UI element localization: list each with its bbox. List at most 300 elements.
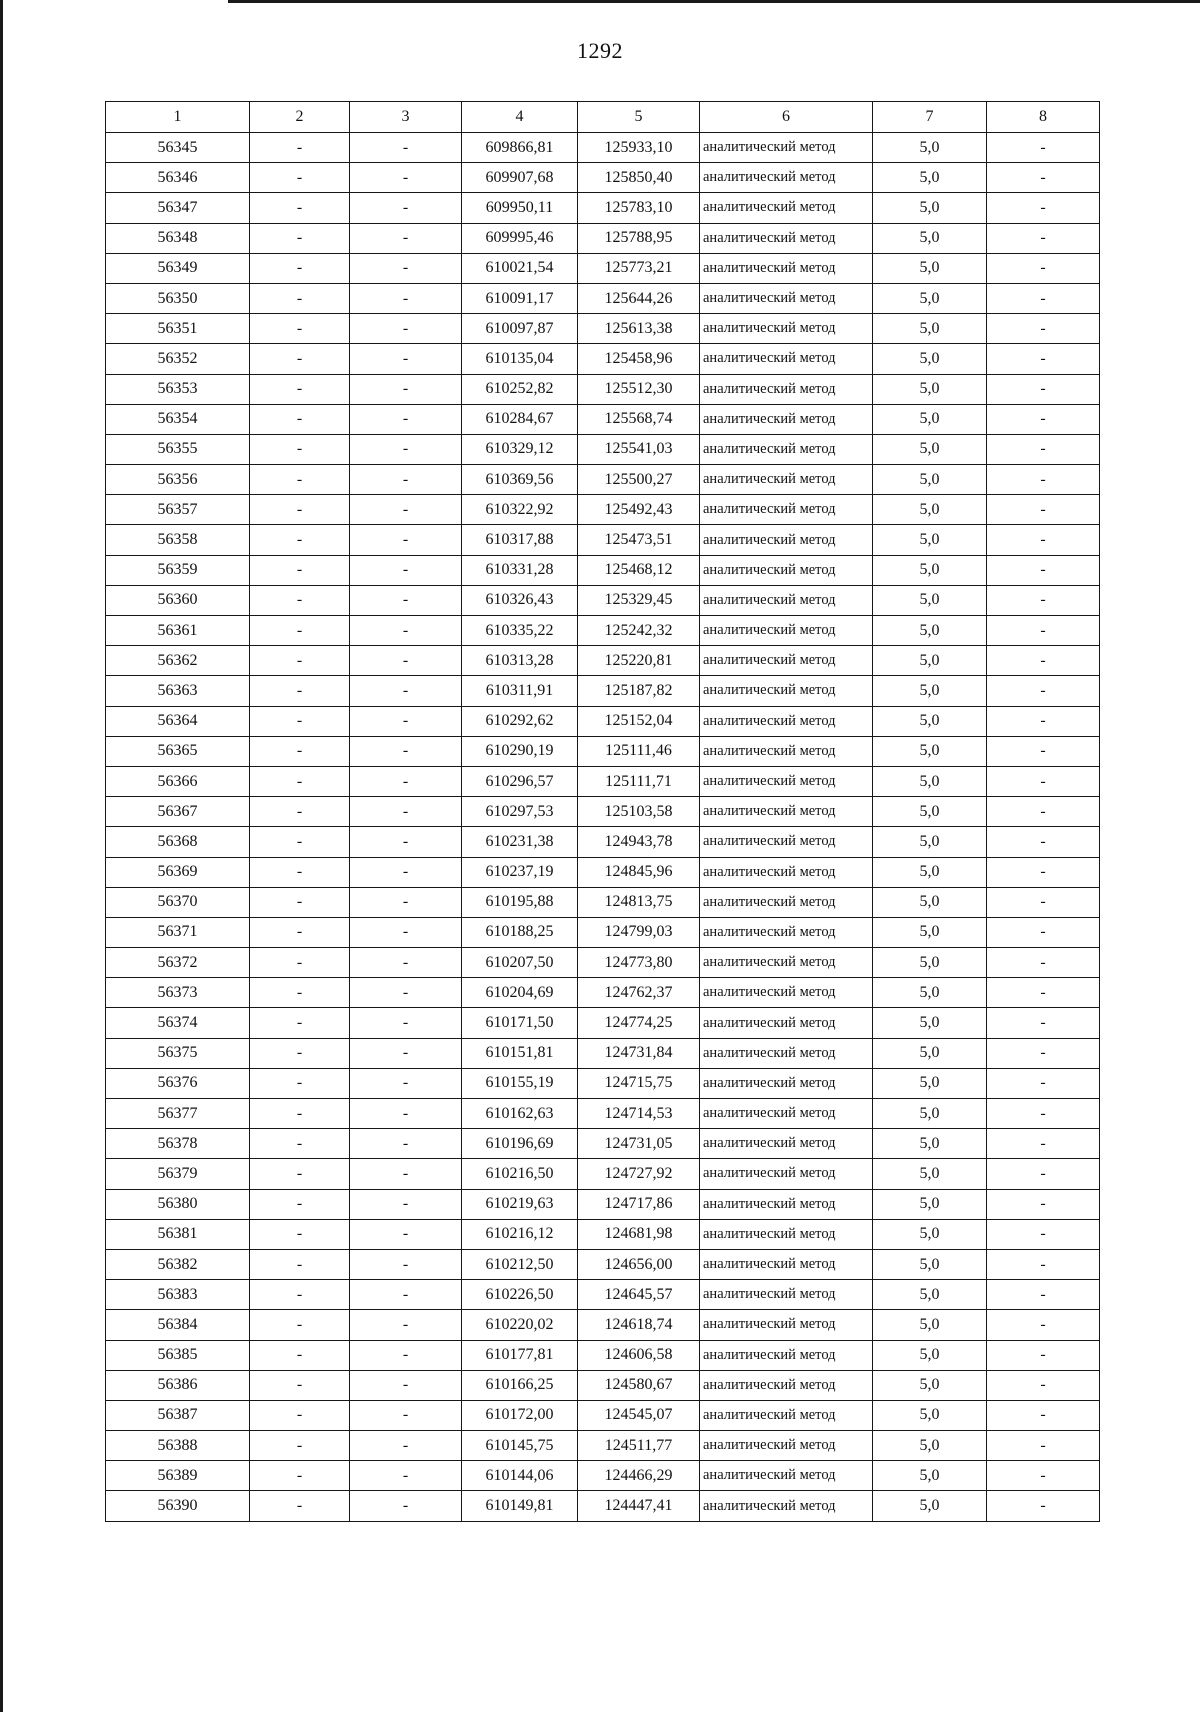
accuracy-cell: 5,0 <box>873 163 987 193</box>
header-col-4: 4 <box>462 102 578 133</box>
y-coordinate-cell: 125933,10 <box>578 133 700 163</box>
table-row <box>106 344 1100 374</box>
col-8-value-cell: - <box>987 1189 1100 1219</box>
table-row <box>106 1038 1100 1068</box>
x-coordinate-cell: 610296,57 <box>462 766 578 796</box>
method-cell: аналитический метод <box>700 1249 873 1279</box>
point-number-cell: 56381 <box>106 1219 250 1249</box>
table-row <box>106 646 1100 676</box>
col-8-value-cell: - <box>987 797 1100 827</box>
col-3-value-cell: - <box>350 1159 462 1189</box>
accuracy-cell: 5,0 <box>873 1491 987 1521</box>
table-row <box>106 766 1100 796</box>
col-3-value-cell: - <box>350 133 462 163</box>
table-row <box>106 1400 1100 1430</box>
accuracy-cell: 5,0 <box>873 344 987 374</box>
col-2-value-cell: - <box>250 374 350 404</box>
y-coordinate-cell: 125103,58 <box>578 797 700 827</box>
col-2-value-cell: - <box>250 1461 350 1491</box>
accuracy-cell: 5,0 <box>873 465 987 495</box>
accuracy-cell: 5,0 <box>873 857 987 887</box>
accuracy-cell: 5,0 <box>873 1461 987 1491</box>
col-3-value-cell: - <box>350 253 462 283</box>
col-2-value-cell: - <box>250 344 350 374</box>
x-coordinate-cell: 610091,17 <box>462 283 578 313</box>
point-number-cell: 56379 <box>106 1159 250 1189</box>
col-2-value-cell: - <box>250 465 350 495</box>
col-8-value-cell: - <box>987 1340 1100 1370</box>
point-number-cell: 56390 <box>106 1491 250 1521</box>
col-3-value-cell: - <box>350 857 462 887</box>
accuracy-cell: 5,0 <box>873 978 987 1008</box>
accuracy-cell: 5,0 <box>873 314 987 344</box>
col-2-value-cell: - <box>250 193 350 223</box>
accuracy-cell: 5,0 <box>873 1310 987 1340</box>
header-col-7: 7 <box>873 102 987 133</box>
point-number-cell: 56359 <box>106 555 250 585</box>
accuracy-cell: 5,0 <box>873 253 987 283</box>
point-number-cell: 56366 <box>106 766 250 796</box>
y-coordinate-cell: 125492,43 <box>578 495 700 525</box>
table-row <box>106 1129 1100 1159</box>
method-cell: аналитический метод <box>700 223 873 253</box>
y-coordinate-cell: 125242,32 <box>578 616 700 646</box>
y-coordinate-cell: 124656,00 <box>578 1249 700 1279</box>
x-coordinate-cell: 610216,50 <box>462 1159 578 1189</box>
point-number-cell: 56362 <box>106 646 250 676</box>
col-3-value-cell: - <box>350 706 462 736</box>
col-8-value-cell: - <box>987 555 1100 585</box>
accuracy-cell: 5,0 <box>873 525 987 555</box>
accuracy-cell: 5,0 <box>873 766 987 796</box>
y-coordinate-cell: 125783,10 <box>578 193 700 223</box>
method-cell: аналитический метод <box>700 857 873 887</box>
x-coordinate-cell: 610297,53 <box>462 797 578 827</box>
col-3-value-cell: - <box>350 434 462 464</box>
header-col-3: 3 <box>350 102 462 133</box>
point-number-cell: 56354 <box>106 404 250 434</box>
table-row <box>106 736 1100 766</box>
col-8-value-cell: - <box>987 827 1100 857</box>
point-number-cell: 56372 <box>106 948 250 978</box>
point-number-cell: 56365 <box>106 736 250 766</box>
col-3-value-cell: - <box>350 1129 462 1159</box>
method-cell: аналитический метод <box>700 1159 873 1189</box>
accuracy-cell: 5,0 <box>873 1370 987 1400</box>
x-coordinate-cell: 610171,50 <box>462 1008 578 1038</box>
accuracy-cell: 5,0 <box>873 736 987 766</box>
y-coordinate-cell: 124447,41 <box>578 1491 700 1521</box>
col-2-value-cell: - <box>250 253 350 283</box>
col-8-value-cell: - <box>987 1310 1100 1340</box>
accuracy-cell: 5,0 <box>873 555 987 585</box>
col-2-value-cell: - <box>250 495 350 525</box>
method-cell: аналитический метод <box>700 1280 873 1310</box>
point-number-cell: 56388 <box>106 1431 250 1461</box>
accuracy-cell: 5,0 <box>873 133 987 163</box>
col-8-value-cell: - <box>987 616 1100 646</box>
col-3-value-cell: - <box>350 314 462 344</box>
accuracy-cell: 5,0 <box>873 1008 987 1038</box>
col-8-value-cell: - <box>987 887 1100 917</box>
col-3-value-cell: - <box>350 1400 462 1430</box>
x-coordinate-cell: 610155,19 <box>462 1068 578 1098</box>
method-cell: аналитический метод <box>700 1431 873 1461</box>
method-cell: аналитический метод <box>700 978 873 1008</box>
x-coordinate-cell: 609995,46 <box>462 223 578 253</box>
accuracy-cell: 5,0 <box>873 1068 987 1098</box>
page-number: 1292 <box>577 38 623 63</box>
col-8-value-cell: - <box>987 646 1100 676</box>
point-number-cell: 56389 <box>106 1461 250 1491</box>
y-coordinate-cell: 125850,40 <box>578 163 700 193</box>
accuracy-cell: 5,0 <box>873 797 987 827</box>
accuracy-cell: 5,0 <box>873 706 987 736</box>
col-8-value-cell: - <box>987 223 1100 253</box>
y-coordinate-cell: 124773,80 <box>578 948 700 978</box>
table-body <box>106 133 1100 1522</box>
accuracy-cell: 5,0 <box>873 917 987 947</box>
point-number-cell: 56376 <box>106 1068 250 1098</box>
table-row <box>106 133 1100 163</box>
x-coordinate-cell: 610292,62 <box>462 706 578 736</box>
col-8-value-cell: - <box>987 253 1100 283</box>
method-cell: аналитический метод <box>700 1461 873 1491</box>
scan-edge-left <box>0 0 3 1712</box>
point-number-cell: 56385 <box>106 1340 250 1370</box>
y-coordinate-cell: 124727,92 <box>578 1159 700 1189</box>
col-2-value-cell: - <box>250 887 350 917</box>
x-coordinate-cell: 610188,25 <box>462 917 578 947</box>
col-2-value-cell: - <box>250 948 350 978</box>
col-8-value-cell: - <box>987 404 1100 434</box>
method-cell: аналитический метод <box>700 193 873 223</box>
y-coordinate-cell: 124731,84 <box>578 1038 700 1068</box>
table-row <box>106 525 1100 555</box>
y-coordinate-cell: 124715,75 <box>578 1068 700 1098</box>
col-8-value-cell: - <box>987 1129 1100 1159</box>
col-3-value-cell: - <box>350 585 462 615</box>
point-number-cell: 56377 <box>106 1099 250 1129</box>
y-coordinate-cell: 125541,03 <box>578 434 700 464</box>
point-number-cell: 56367 <box>106 797 250 827</box>
method-cell: аналитический метод <box>700 706 873 736</box>
table-row <box>106 1008 1100 1038</box>
col-8-value-cell: - <box>987 1370 1100 1400</box>
accuracy-cell: 5,0 <box>873 434 987 464</box>
x-coordinate-cell: 610172,00 <box>462 1400 578 1430</box>
x-coordinate-cell: 610335,22 <box>462 616 578 646</box>
header-col-6: 6 <box>700 102 873 133</box>
point-number-cell: 56371 <box>106 917 250 947</box>
col-3-value-cell: - <box>350 917 462 947</box>
accuracy-cell: 5,0 <box>873 948 987 978</box>
y-coordinate-cell: 125329,45 <box>578 585 700 615</box>
table-row <box>106 827 1100 857</box>
point-number-cell: 56380 <box>106 1189 250 1219</box>
table-row <box>106 404 1100 434</box>
accuracy-cell: 5,0 <box>873 585 987 615</box>
col-3-value-cell: - <box>350 646 462 676</box>
col-3-value-cell: - <box>350 163 462 193</box>
y-coordinate-cell: 124466,29 <box>578 1461 700 1491</box>
col-8-value-cell: - <box>987 1068 1100 1098</box>
col-2-value-cell: - <box>250 1219 350 1249</box>
col-8-value-cell: - <box>987 1219 1100 1249</box>
y-coordinate-cell: 124845,96 <box>578 857 700 887</box>
table-row <box>106 1310 1100 1340</box>
header-col-1: 1 <box>106 102 250 133</box>
point-number-cell: 56363 <box>106 676 250 706</box>
table-row <box>106 374 1100 404</box>
y-coordinate-cell: 124645,57 <box>578 1280 700 1310</box>
col-8-value-cell: - <box>987 676 1100 706</box>
col-3-value-cell: - <box>350 978 462 1008</box>
accuracy-cell: 5,0 <box>873 1249 987 1279</box>
method-cell: аналитический метод <box>700 827 873 857</box>
col-2-value-cell: - <box>250 1099 350 1129</box>
y-coordinate-cell: 125644,26 <box>578 283 700 313</box>
col-2-value-cell: - <box>250 223 350 253</box>
method-cell: аналитический метод <box>700 374 873 404</box>
col-2-value-cell: - <box>250 1249 350 1279</box>
col-8-value-cell: - <box>987 133 1100 163</box>
table-row <box>106 223 1100 253</box>
col-8-value-cell: - <box>987 978 1100 1008</box>
y-coordinate-cell: 125111,46 <box>578 736 700 766</box>
x-coordinate-cell: 610290,19 <box>462 736 578 766</box>
point-number-cell: 56355 <box>106 434 250 464</box>
x-coordinate-cell: 610204,69 <box>462 978 578 1008</box>
table-row <box>106 978 1100 1008</box>
x-coordinate-cell: 610322,92 <box>462 495 578 525</box>
table-row <box>106 283 1100 313</box>
accuracy-cell: 5,0 <box>873 827 987 857</box>
point-number-cell: 56361 <box>106 616 250 646</box>
point-number-cell: 56373 <box>106 978 250 1008</box>
col-2-value-cell: - <box>250 736 350 766</box>
col-3-value-cell: - <box>350 1461 462 1491</box>
method-cell: аналитический метод <box>700 1370 873 1400</box>
point-number-cell: 56347 <box>106 193 250 223</box>
point-number-cell: 56346 <box>106 163 250 193</box>
method-cell: аналитический метод <box>700 1129 873 1159</box>
method-cell: аналитический метод <box>700 434 873 464</box>
point-number-cell: 56383 <box>106 1280 250 1310</box>
y-coordinate-cell: 124580,67 <box>578 1370 700 1400</box>
x-coordinate-cell: 610144,06 <box>462 1461 578 1491</box>
col-3-value-cell: - <box>350 948 462 978</box>
method-cell: аналитический метод <box>700 253 873 283</box>
col-2-value-cell: - <box>250 283 350 313</box>
col-8-value-cell: - <box>987 1461 1100 1491</box>
y-coordinate-cell: 125458,96 <box>578 344 700 374</box>
accuracy-cell: 5,0 <box>873 676 987 706</box>
table-row <box>106 1340 1100 1370</box>
col-2-value-cell: - <box>250 917 350 947</box>
point-number-cell: 56360 <box>106 585 250 615</box>
method-cell: аналитический метод <box>700 1219 873 1249</box>
col-2-value-cell: - <box>250 706 350 736</box>
point-number-cell: 56386 <box>106 1370 250 1400</box>
col-8-value-cell: - <box>987 1491 1100 1521</box>
col-2-value-cell: - <box>250 1038 350 1068</box>
method-cell: аналитический метод <box>700 465 873 495</box>
x-coordinate-cell: 610162,63 <box>462 1099 578 1129</box>
table-row <box>106 797 1100 827</box>
col-2-value-cell: - <box>250 555 350 585</box>
accuracy-cell: 5,0 <box>873 223 987 253</box>
col-2-value-cell: - <box>250 1340 350 1370</box>
col-8-value-cell: - <box>987 193 1100 223</box>
col-3-value-cell: - <box>350 555 462 585</box>
col-3-value-cell: - <box>350 1370 462 1400</box>
table-row <box>106 1189 1100 1219</box>
x-coordinate-cell: 610207,50 <box>462 948 578 978</box>
col-2-value-cell: - <box>250 827 350 857</box>
y-coordinate-cell: 124813,75 <box>578 887 700 917</box>
header-col-2: 2 <box>250 102 350 133</box>
method-cell: аналитический метод <box>700 646 873 676</box>
col-8-value-cell: - <box>987 465 1100 495</box>
point-number-cell: 56369 <box>106 857 250 887</box>
x-coordinate-cell: 610252,82 <box>462 374 578 404</box>
y-coordinate-cell: 125187,82 <box>578 676 700 706</box>
col-2-value-cell: - <box>250 525 350 555</box>
col-8-value-cell: - <box>987 1400 1100 1430</box>
x-coordinate-cell: 610097,87 <box>462 314 578 344</box>
col-8-value-cell: - <box>987 434 1100 464</box>
y-coordinate-cell: 125512,30 <box>578 374 700 404</box>
method-cell: аналитический метод <box>700 1068 873 1098</box>
accuracy-cell: 5,0 <box>873 1219 987 1249</box>
col-2-value-cell: - <box>250 1491 350 1521</box>
col-3-value-cell: - <box>350 827 462 857</box>
col-2-value-cell: - <box>250 1008 350 1038</box>
method-cell: аналитический метод <box>700 1008 873 1038</box>
method-cell: аналитический метод <box>700 766 873 796</box>
x-coordinate-cell: 610145,75 <box>462 1431 578 1461</box>
x-coordinate-cell: 610237,19 <box>462 857 578 887</box>
col-3-value-cell: - <box>350 887 462 917</box>
y-coordinate-cell: 125568,74 <box>578 404 700 434</box>
method-cell: аналитический метод <box>700 676 873 706</box>
table-row <box>106 1099 1100 1129</box>
col-2-value-cell: - <box>250 1129 350 1159</box>
col-8-value-cell: - <box>987 1249 1100 1279</box>
coordinates-table <box>105 101 1100 1522</box>
method-cell: аналитический метод <box>700 1340 873 1370</box>
point-number-cell: 56357 <box>106 495 250 525</box>
col-3-value-cell: - <box>350 1189 462 1219</box>
point-number-cell: 56378 <box>106 1129 250 1159</box>
x-coordinate-cell: 610149,81 <box>462 1491 578 1521</box>
col-2-value-cell: - <box>250 163 350 193</box>
y-coordinate-cell: 124762,37 <box>578 978 700 1008</box>
y-coordinate-cell: 125473,51 <box>578 525 700 555</box>
x-coordinate-cell: 610331,28 <box>462 555 578 585</box>
table-row <box>106 1370 1100 1400</box>
col-2-value-cell: - <box>250 1159 350 1189</box>
table-row <box>106 676 1100 706</box>
scan-edge-top <box>228 0 1200 3</box>
y-coordinate-cell: 125220,81 <box>578 646 700 676</box>
table-row <box>106 314 1100 344</box>
method-cell: аналитический метод <box>700 495 873 525</box>
col-2-value-cell: - <box>250 1068 350 1098</box>
col-8-value-cell: - <box>987 706 1100 736</box>
table-row <box>106 616 1100 646</box>
x-coordinate-cell: 610220,02 <box>462 1310 578 1340</box>
col-2-value-cell: - <box>250 1400 350 1430</box>
col-3-value-cell: - <box>350 1068 462 1098</box>
col-8-value-cell: - <box>987 314 1100 344</box>
point-number-cell: 56358 <box>106 525 250 555</box>
method-cell: аналитический метод <box>700 404 873 434</box>
col-2-value-cell: - <box>250 434 350 464</box>
table-row <box>106 434 1100 464</box>
y-coordinate-cell: 124545,07 <box>578 1400 700 1430</box>
col-3-value-cell: - <box>350 1431 462 1461</box>
col-3-value-cell: - <box>350 766 462 796</box>
x-coordinate-cell: 610216,12 <box>462 1219 578 1249</box>
accuracy-cell: 5,0 <box>873 1159 987 1189</box>
x-coordinate-cell: 609907,68 <box>462 163 578 193</box>
header-col-5: 5 <box>578 102 700 133</box>
accuracy-cell: 5,0 <box>873 1400 987 1430</box>
method-cell: аналитический метод <box>700 314 873 344</box>
point-number-cell: 56351 <box>106 314 250 344</box>
y-coordinate-cell: 124606,58 <box>578 1340 700 1370</box>
col-8-value-cell: - <box>987 1038 1100 1068</box>
accuracy-cell: 5,0 <box>873 616 987 646</box>
point-number-cell: 56364 <box>106 706 250 736</box>
point-number-cell: 56375 <box>106 1038 250 1068</box>
accuracy-cell: 5,0 <box>873 495 987 525</box>
table-row <box>106 917 1100 947</box>
col-8-value-cell: - <box>987 948 1100 978</box>
accuracy-cell: 5,0 <box>873 1340 987 1370</box>
col-3-value-cell: - <box>350 797 462 827</box>
method-cell: аналитический метод <box>700 736 873 766</box>
y-coordinate-cell: 124731,05 <box>578 1129 700 1159</box>
col-8-value-cell: - <box>987 585 1100 615</box>
col-8-value-cell: - <box>987 1159 1100 1189</box>
x-coordinate-cell: 609866,81 <box>462 133 578 163</box>
col-8-value-cell: - <box>987 1431 1100 1461</box>
y-coordinate-cell: 124774,25 <box>578 1008 700 1038</box>
table-row <box>106 1491 1100 1521</box>
x-coordinate-cell: 610196,69 <box>462 1129 578 1159</box>
col-3-value-cell: - <box>350 1219 462 1249</box>
col-3-value-cell: - <box>350 1491 462 1521</box>
table-row <box>106 555 1100 585</box>
col-3-value-cell: - <box>350 1310 462 1340</box>
method-cell: аналитический метод <box>700 1310 873 1340</box>
col-3-value-cell: - <box>350 465 462 495</box>
accuracy-cell: 5,0 <box>873 1038 987 1068</box>
accuracy-cell: 5,0 <box>873 1280 987 1310</box>
method-cell: аналитический метод <box>700 163 873 193</box>
point-number-cell: 56349 <box>106 253 250 283</box>
point-number-cell: 56370 <box>106 887 250 917</box>
col-3-value-cell: - <box>350 525 462 555</box>
table-row <box>106 1068 1100 1098</box>
col-8-value-cell: - <box>987 1008 1100 1038</box>
x-coordinate-cell: 609950,11 <box>462 193 578 223</box>
col-3-value-cell: - <box>350 495 462 525</box>
col-2-value-cell: - <box>250 1370 350 1400</box>
